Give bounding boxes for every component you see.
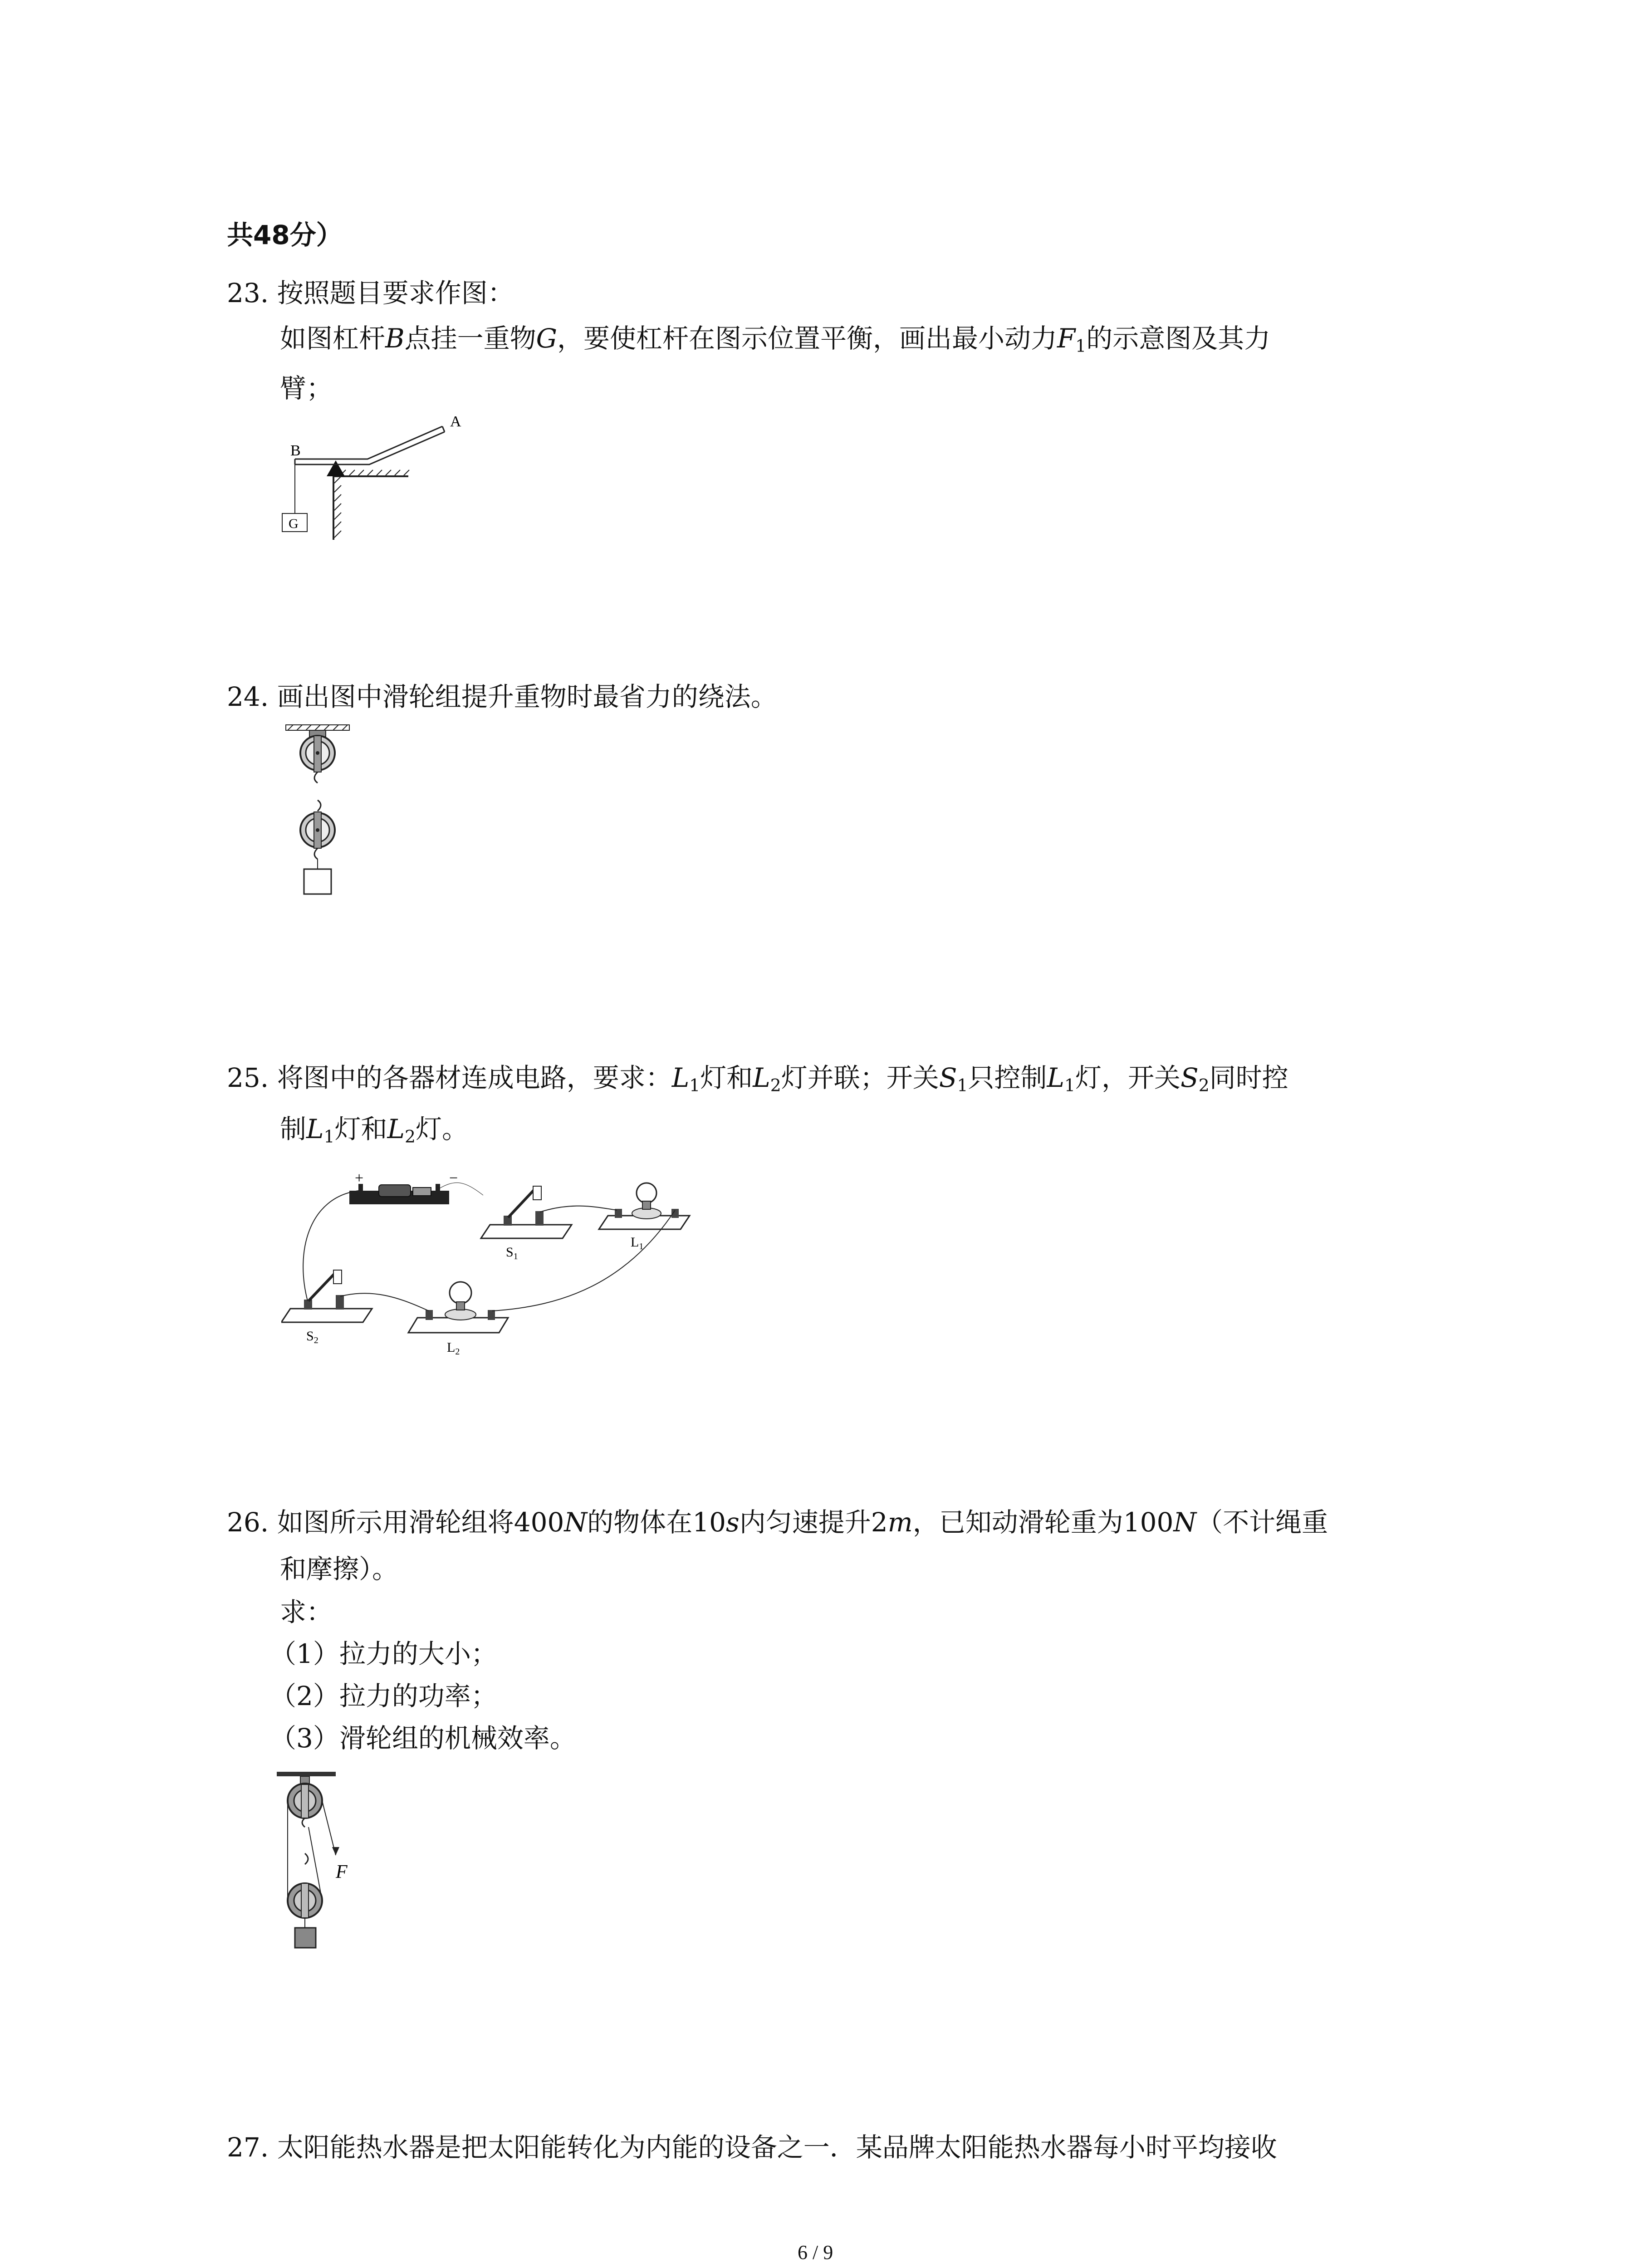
q23-text-line xyxy=(280,323,1270,357)
force-label-F: F xyxy=(336,1862,348,1882)
text-run: 如图所示用滑轮组将 xyxy=(277,1507,514,1538)
question-number: 23. xyxy=(227,278,269,308)
question-text: 画出图中滑轮组提升重物时最省力的绕法。 xyxy=(277,681,777,712)
text-run: 制 xyxy=(280,1114,307,1144)
battery-minus-label: − xyxy=(449,1170,458,1187)
math-var: F xyxy=(1057,323,1076,354)
question-title: 按照题目要求作图： xyxy=(277,278,514,308)
question-number: 24. xyxy=(227,681,269,712)
lever-figure xyxy=(272,408,463,540)
math-var: L xyxy=(753,1062,770,1093)
text-run: 灯和 xyxy=(700,1062,753,1093)
unit: m xyxy=(887,1507,913,1538)
question-number: 26. xyxy=(227,1507,269,1538)
number: 100 xyxy=(1123,1507,1174,1538)
text-run: 点挂一重物 xyxy=(404,323,536,354)
unit: N xyxy=(1173,1507,1197,1538)
subscript: 2 xyxy=(770,1075,781,1095)
text-run: 内匀速提升 xyxy=(739,1507,871,1538)
text-run: 将图中的各器材连成电路，要求： xyxy=(277,1062,672,1093)
subscript: 1 xyxy=(957,1075,968,1095)
section-heading-tail: 共48分） xyxy=(227,220,343,250)
math-var: S xyxy=(939,1062,957,1093)
subscript: 1 xyxy=(689,1075,700,1095)
q25-text-line xyxy=(280,1114,468,1147)
switch-s2 xyxy=(281,1270,372,1345)
circuit-components-figure xyxy=(281,1170,699,1370)
math-var: L xyxy=(1047,1062,1064,1093)
text-run: 灯。 xyxy=(416,1114,469,1144)
subscript: 1 xyxy=(1064,1075,1075,1095)
subscript: 2 xyxy=(405,1126,416,1147)
pulley-force-figure xyxy=(272,1769,372,1960)
q24-text-line xyxy=(227,681,777,713)
math-var: S xyxy=(1180,1062,1199,1093)
q26-text-line xyxy=(227,1507,1328,1539)
label-l2: $L_2$ xyxy=(447,1340,460,1357)
math-var: L xyxy=(387,1114,405,1144)
battery-plus-label: + xyxy=(355,1170,364,1187)
question-number: 27. xyxy=(227,2132,269,2163)
unit: s xyxy=(726,1507,740,1538)
label-s2: $S_2$ xyxy=(306,1329,318,1345)
text-run: ，要使杠杆在图示位置平衡，画出最小动力 xyxy=(557,323,1058,354)
q23-text-line xyxy=(227,278,514,309)
number: 400 xyxy=(514,1507,564,1538)
q23-text-line: 臂； xyxy=(280,373,333,404)
text-run: 灯和 xyxy=(334,1114,387,1144)
text-run: 的示意图及其力 xyxy=(1086,323,1271,354)
text-run: 的物体在 xyxy=(587,1507,693,1538)
subscript: 1 xyxy=(1075,336,1087,356)
text-run: ，已知动滑轮重为 xyxy=(912,1507,1123,1538)
subscript: 1 xyxy=(323,1126,335,1147)
label-G: G xyxy=(289,516,299,531)
pulley-system-figure xyxy=(281,721,354,921)
unit: N xyxy=(564,1507,588,1538)
page-number: 6 / 9 xyxy=(798,2241,833,2263)
q25-text-line xyxy=(227,1062,1288,1096)
math-var: L xyxy=(306,1114,324,1144)
q26-ask: 求： xyxy=(280,1597,333,1628)
label-A: A xyxy=(450,413,461,430)
question-number: 25. xyxy=(227,1062,269,1093)
q26-text-line: 和摩擦）。 xyxy=(280,1554,399,1584)
text-run: 只控制 xyxy=(968,1062,1047,1093)
label-l1: $L_1$ xyxy=(631,1235,644,1251)
label-s1: $S_1$ xyxy=(506,1245,518,1261)
text-run: 灯，开关 xyxy=(1075,1062,1181,1093)
lamp-l2 xyxy=(408,1282,508,1357)
question-text: 太阳能热水器是把太阳能转化为内能的设备之一．某品牌太阳能热水器每小时平均接收 xyxy=(277,2132,1277,2163)
text-run: 灯并联；开关 xyxy=(781,1062,939,1093)
subscript: 2 xyxy=(1198,1075,1210,1095)
q27-text-line xyxy=(227,2132,1277,2164)
number: 2 xyxy=(871,1507,888,1538)
text-run: 同时控 xyxy=(1209,1062,1288,1093)
q26-subquestion-3: （3）滑轮组的机械效率。 xyxy=(270,1723,576,1754)
number: 10 xyxy=(692,1507,726,1538)
math-var: G xyxy=(536,323,557,354)
q26-subquestion-2: （2）拉力的功率； xyxy=(270,1681,497,1711)
lamp-l1 xyxy=(599,1183,690,1251)
text-run: （不计绳重 xyxy=(1196,1507,1328,1538)
label-B: B xyxy=(290,442,301,459)
text-run: 如图杠杆 xyxy=(280,323,386,354)
q26-subquestion-1: （1）拉力的大小； xyxy=(270,1638,497,1669)
math-var: B xyxy=(385,323,405,354)
math-var: L xyxy=(671,1062,690,1093)
switch-s1 xyxy=(481,1186,572,1261)
